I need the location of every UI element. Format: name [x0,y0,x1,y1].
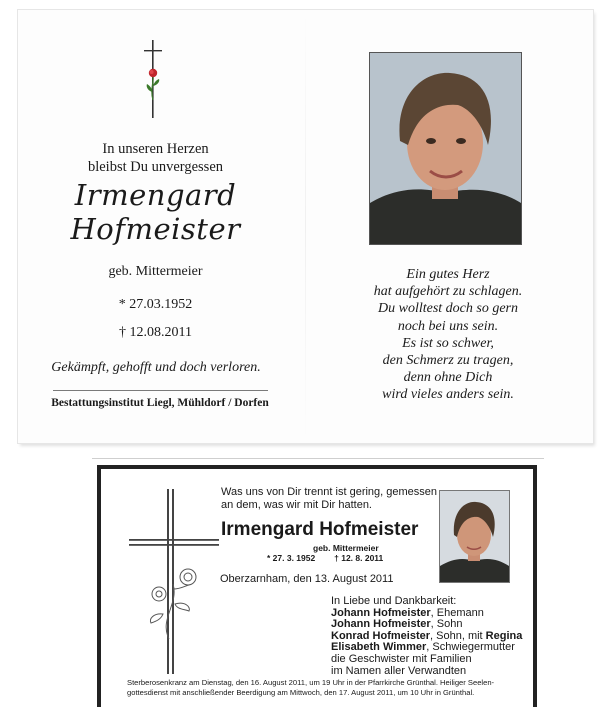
poem-line: Ein gutes Herz [406,267,490,282]
poem-line: den Schmerz zu tragen, [382,353,514,369]
poem-line: denn ohne Dich [403,370,493,386]
notice-maiden-name: geb. Mittermeier [313,543,379,553]
poem-line: noch bei uns sein. [397,318,499,334]
death-date: † 12.08.2011 [119,325,192,340]
mourner-relation: , Sohn, mit [430,629,486,642]
death-notice-card [97,465,537,707]
divider [53,390,268,391]
mourner-relation: , Ehemann [430,606,484,619]
card-fold [305,10,306,443]
dedication-text [43,140,268,176]
last-name: Hofmeister [70,212,241,246]
closing-line: die Geschwister mit Familien [331,652,472,665]
funeral-home: Bestattungsinstitut Liegl, Mühldorf / Dorfen [51,397,269,409]
poem [338,266,558,404]
notice-death-date: † 12. 8. 2011 [334,553,384,563]
mourner-name: Johann Hofmeister [331,618,431,631]
mourner-name: Regina [485,629,523,642]
mourner-relation: , Schwiegermutter [426,641,515,654]
dedication-line-1: In unseren Herzen [102,141,209,157]
notice-birth-date: * 27. 3. 1952 [267,553,316,563]
poem-line: hat aufgehört zu schlagen. [373,284,523,300]
notice-name: Irmengard Hofmeister [221,519,419,540]
mourner-name: Konrad Hofmeister [331,629,431,642]
service-info [127,678,517,698]
notice-quote: Was uns von Dir trennt ist gering, gemessen an dem, was wir mit Dir hatten. [221,486,438,511]
closing-line: im Namen aller Verwandten [331,664,467,677]
thanks-intro: In Liebe und Dankbarkeit: [331,595,457,607]
dedication-line-2: bleibst Du unvergessen [87,159,224,175]
place-date: Oberzarnham, den 13. August 2011 [220,573,394,585]
service-line: Sterberosenkranz am Dienstag, den 16. August 2011, um 19 Uhr in der Pfarrkirche Grünthal. Heiliger Seelen- [127,678,495,687]
cross-with-roses-icon [129,489,219,674]
poem-line: Du wolltest doch so gern [378,301,518,317]
mourner-name: Elisabeth Wimmer [331,641,427,654]
poem-line: wird vieles anders sein. [382,387,514,403]
mourners-list [331,596,522,677]
maiden-name: geb. Mittermeier [108,264,203,279]
portrait-photo [369,52,522,245]
notice-dates [267,553,383,563]
memorial-card [18,10,593,443]
card-edge [92,458,544,459]
cross-rose-icon [141,40,165,118]
mourner-name: Johann Hofmeister [331,606,431,619]
mourner-relation: , Sohn [430,618,463,631]
deceased-name [43,178,268,246]
poem-line: Es ist so schwer, [402,335,494,351]
birth-date: * 27.03.1952 [118,297,193,312]
small-portrait-photo [439,490,510,583]
motto-text: Gekämpft, gehofft und doch verloren. [51,360,261,375]
first-name: Irmengard [74,178,237,212]
service-line: gottesdienst mit anschließender Beerdigung am Mittwoch, den 17. August 2011, um 10 Uhr in Grünthal. [127,688,475,697]
